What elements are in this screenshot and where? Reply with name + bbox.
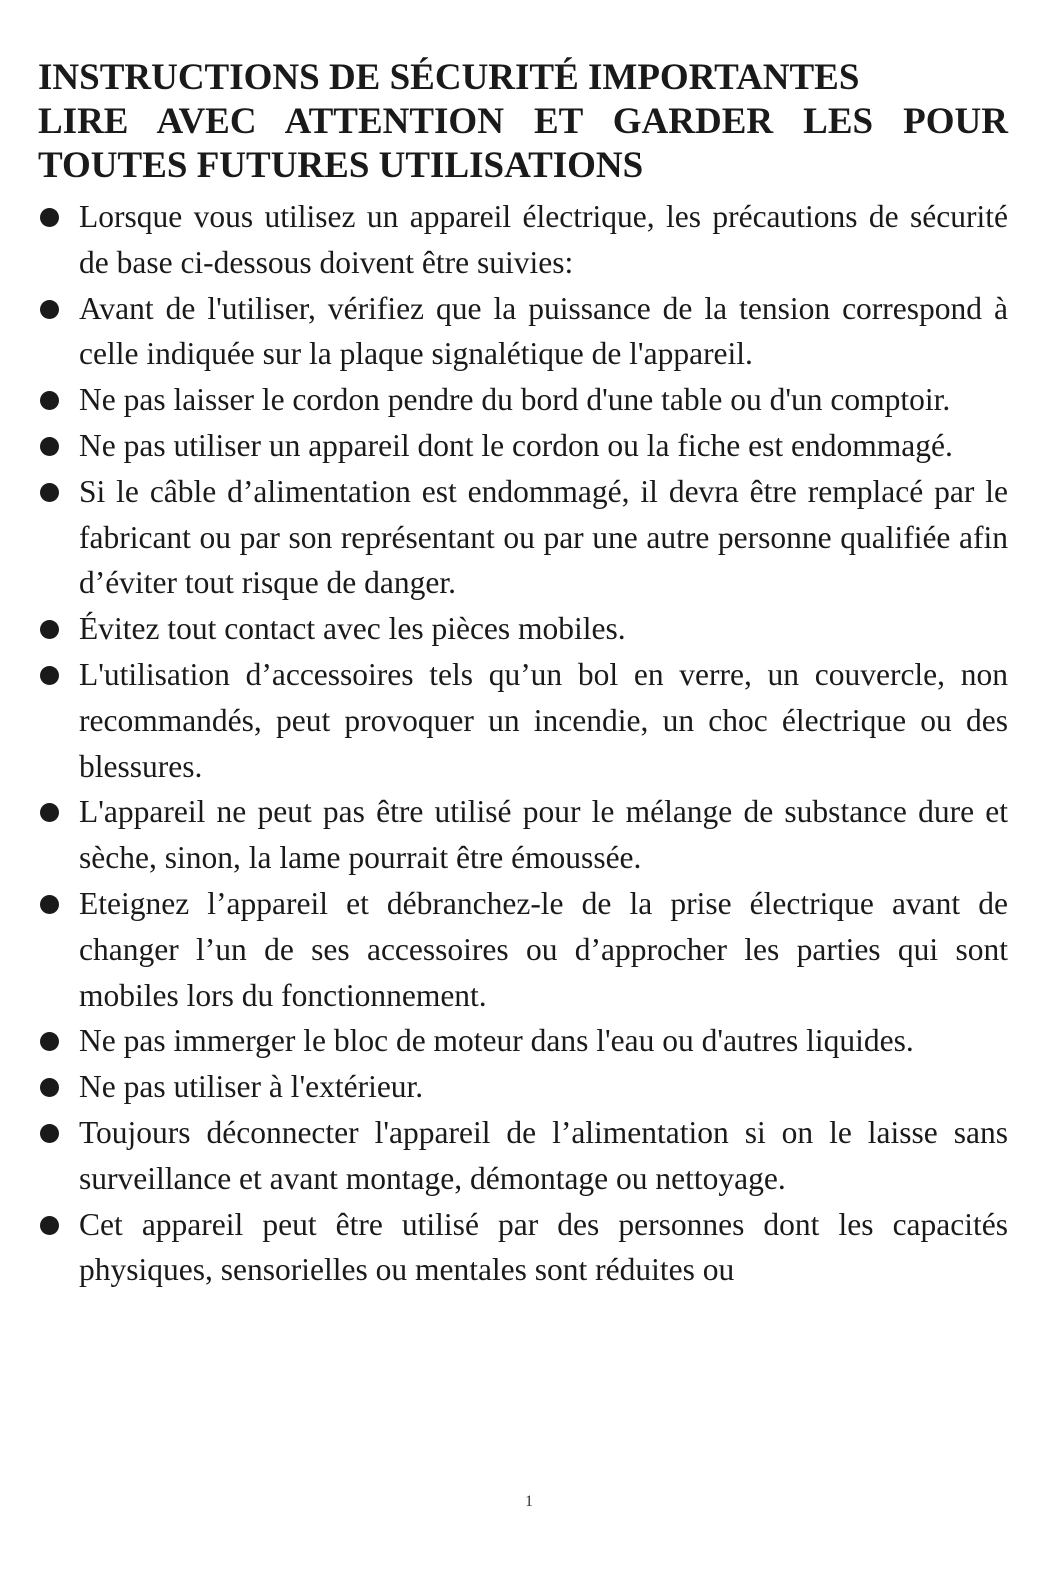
list-item-text: Eteignez l’appareil et débranchez-le de la prise électrique avant de changer l’un de ses accessoires ou d’approcher les parties qui sont mobiles lors du fonctionnement.	[79, 885, 1008, 1013]
heading-line-2: LIRE AVEC ATTENTION ET GARDER LES POUR	[38, 101, 1008, 142]
list-item-text: Cet appareil peut être utilisé par des personnes dont les capacités physiques, sensorielles ou mentales sont réduites ou	[79, 1206, 1008, 1288]
list-item-text: Ne pas immerger le bloc de moteur dans l'eau ou d'autres liquides.	[79, 1023, 914, 1059]
list-item-text: Avant de l'utiliser, vérifiez que la puissance de la tension correspond à celle indiquée sur la plaque signalétique de l'appareil.	[79, 290, 1008, 372]
list-item	[38, 1064, 1008, 1110]
bullet-icon	[40, 391, 59, 410]
list-item	[38, 1110, 1008, 1202]
list-item-text: L'utilisation d’accessoires tels qu’un bol en verre, un couvercle, non recommandés, peut provoquer un incendie, un choc électrique ou des blessures.	[79, 656, 1008, 784]
heading-line-3: TOUTES FUTURES UTILISATIONS	[38, 145, 644, 186]
list-item	[38, 1202, 1008, 1294]
list-item	[38, 881, 1008, 1018]
bullet-icon	[40, 895, 59, 914]
list-item-text: Toujours déconnecter l'appareil de l’alimentation si on le laisse sans surveillance et avant montage, démontage ou nettoyage.	[79, 1114, 1008, 1196]
bullet-icon	[40, 803, 59, 822]
list-item-text: Si le câble d’alimentation est endommagé, il devra être remplacé par le fabricant ou par son représentant ou par une autre personne qualifiée afin d’éviter tout risque de danger.	[79, 473, 1008, 601]
list-item-text: L'appareil ne peut pas être utilisé pour le mélange de substance dure et sèche, sinon, la lame pourrait être émoussée.	[79, 794, 1008, 876]
list-item	[38, 652, 1008, 789]
heading-line-1: INSTRUCTIONS DE SÉCURITÉ IMPORTANTES	[38, 57, 860, 98]
bullet-icon	[40, 1078, 59, 1097]
bullet-icon	[40, 1124, 59, 1143]
bullet-icon	[40, 300, 59, 319]
bullet-icon	[40, 1216, 59, 1235]
bullet-icon	[40, 1032, 59, 1051]
manual-page	[38, 56, 1008, 1293]
list-item-text: Ne pas utiliser à l'extérieur.	[79, 1069, 424, 1105]
list-item	[38, 1018, 1008, 1064]
bullet-icon	[40, 666, 59, 685]
list-item	[38, 789, 1008, 881]
bullet-icon	[40, 483, 59, 502]
safety-list	[38, 194, 1008, 1293]
list-item-text: Évitez tout contact avec les pièces mobiles.	[79, 611, 626, 647]
bullet-icon	[40, 208, 59, 227]
list-item	[38, 423, 1008, 469]
page-number: 1	[525, 1493, 533, 1510]
bullet-icon	[40, 620, 59, 639]
list-item	[38, 606, 1008, 652]
list-item	[38, 377, 1008, 423]
list-item	[38, 469, 1008, 606]
list-item-text: Ne pas utiliser un appareil dont le cordon ou la fiche est endommagé.	[79, 427, 953, 463]
list-item-text: Lorsque vous utilisez un appareil électrique, les précautions de sécurité de base ci-dessous doivent être suivies:	[79, 199, 1008, 280]
list-item	[38, 194, 1008, 286]
list-item	[38, 286, 1008, 378]
bullet-icon	[40, 437, 59, 456]
safety-heading	[38, 56, 1008, 188]
list-item-text: Ne pas laisser le cordon pendre du bord d'une table ou d'un comptoir.	[79, 382, 951, 418]
